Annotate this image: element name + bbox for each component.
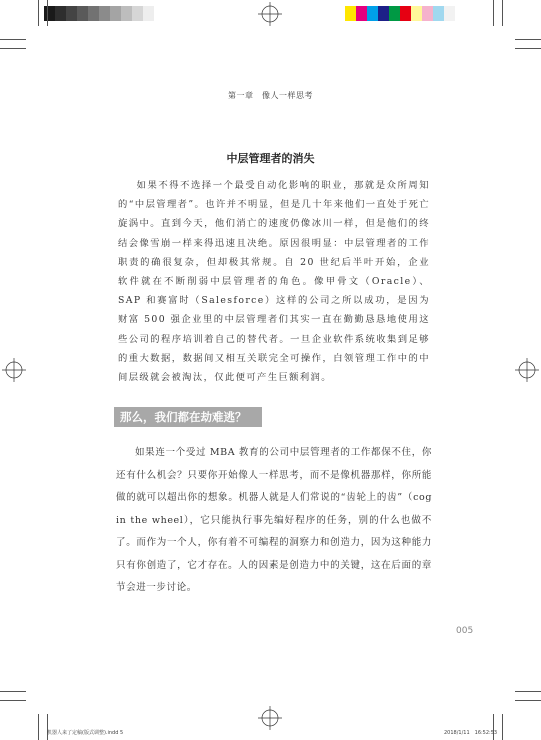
gray-swatch — [110, 6, 121, 21]
footer-timestamp: 2018/1/11 16:52:53 — [444, 730, 498, 736]
crop-mark — [38, 0, 39, 26]
crop-mark — [47, 714, 48, 740]
gray-swatch — [121, 6, 132, 21]
crop-mark — [502, 0, 503, 26]
gray-swatch — [99, 6, 110, 21]
chapter-header: 第一章 像人一样思考 — [228, 91, 313, 100]
crop-mark — [0, 48, 26, 49]
gray-swatch — [66, 6, 77, 21]
process-color-swatch — [422, 6, 433, 21]
process-color-swatch — [433, 6, 444, 21]
process-color-swatch — [367, 6, 378, 21]
crop-mark — [515, 48, 541, 49]
section-title: 中层管理者的消失 — [226, 152, 315, 165]
gray-swatch — [88, 6, 99, 21]
quote-paragraph: 如果不得不选择一个最受自动化影响的职业，那就是众所周知的“中层管理者”。也许并不明显，但是几十年来他们一直处于死亡旋涡中。直到今天，他们消亡的速度仍像冰川一样，但是他们的终结会像雪崩一样来得迅速且决绝。原因很明显：中层管理者的工作职责的确很复杂，但却极其常规。自 20 世纪后半叶开始，企业软件就在不断削弱中层管理者的角色。像甲骨文（Oracle）、SAP 和赛富时（Salesforce）这样的公司之所以成功，是因为财富 500 强企业里的中层管理者们其实一直在勤勤恳恳地使用这些公司的程序培训着自己的替代者。一旦企业软件系统收集到足够的重大数据，数据间又相互关联完全可操作，白领管理工作中的中间层级就会被淘汰，仅此便可产生巨额利润。 — [118, 180, 430, 384]
process-color-swatch — [389, 6, 400, 21]
body-paragraph: 如果连一个受过 MBA 教育的公司中层管理者的工作都保不住，你还有什么机会？只要你开始像人一样思考，而不是像机器那样，你所能做的就可以超出你的想象。机器人就是人们常说的“齿轮上的齿”（cog in the wheel），它只能执行事先编好程序的任务，别的什么也做不了。而作为一个人，你有着不可编程的洞察力和创造力，因为这种能力只有你创造了，它才存在。人的因素是创造力中的关键，这在后面的章节会进一步讨论。 — [116, 447, 432, 593]
page-number: 005 — [456, 626, 474, 636]
crop-mark — [0, 39, 26, 40]
process-color-swatch — [356, 6, 367, 21]
gray-swatch — [132, 6, 143, 21]
registration-mark-left-icon — [2, 358, 26, 382]
crop-mark — [502, 714, 503, 740]
process-color-bar — [345, 6, 455, 21]
registration-mark-top-icon — [258, 2, 282, 26]
crop-mark — [515, 39, 541, 40]
crop-mark — [0, 691, 26, 692]
crop-mark — [493, 0, 494, 26]
gray-swatch — [55, 6, 66, 21]
crop-mark — [515, 700, 541, 701]
gray-swatch — [44, 6, 55, 21]
crop-mark — [47, 0, 48, 26]
crop-mark — [493, 714, 494, 740]
process-color-swatch — [345, 6, 356, 21]
registration-mark-bottom-icon — [258, 706, 282, 730]
process-color-swatch — [400, 6, 411, 21]
process-color-swatch — [411, 6, 422, 21]
crop-mark — [38, 714, 39, 740]
grayscale-color-bar — [44, 6, 154, 21]
process-color-swatch — [378, 6, 389, 21]
gray-swatch — [143, 6, 154, 21]
crop-mark — [515, 691, 541, 692]
registration-mark-right-icon — [515, 358, 539, 382]
process-color-swatch — [444, 6, 455, 21]
subheading: 那么，我们都在劫难逃？ — [120, 410, 247, 424]
gray-swatch — [77, 6, 88, 21]
footer-filename: 机器人来了定稿(版式调整).indd 5 — [47, 730, 124, 736]
crop-mark — [0, 700, 26, 701]
